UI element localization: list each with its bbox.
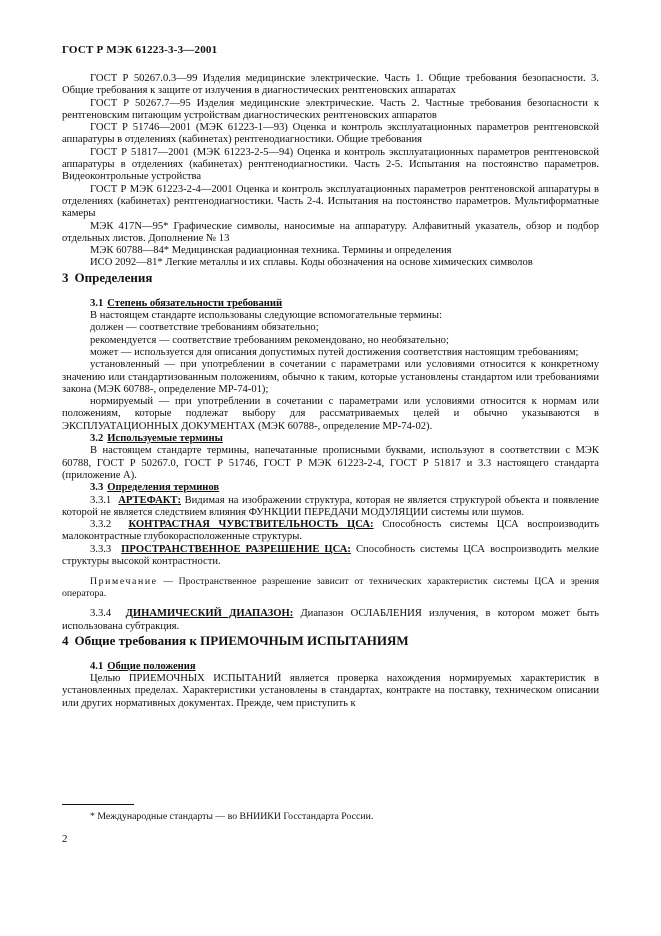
footnote-divider bbox=[62, 804, 134, 805]
definition-3-3-2 bbox=[62, 519, 599, 544]
reference-item: ГОСТ Р 50267.7—95 Изделия медицинские электрические. Часть 2. Частные требования безопасности к рентгеновским питающим устройствам диагностических рентгеновских аппаратов bbox=[62, 97, 599, 121]
reference-item: МЭК 60788—84* Медицинская радиационная техника. Термины и определения bbox=[90, 245, 452, 257]
definition-3-3-1 bbox=[62, 495, 599, 520]
subsection-number: 3.2 bbox=[90, 433, 104, 445]
definition-3-3-3 bbox=[62, 544, 599, 569]
reference-item: ГОСТ Р 51746—2001 (МЭК 61223-1—93) Оценка и контроль эксплуатационных параметров рентгеновской аппаратуры в отделениях (кабинетах) рентгенодиагностики. Общие требования bbox=[62, 122, 599, 146]
definition-text: Диапазон ОСЛАБЛЕНИЯ излучения, в котором может быть использована субтракция. bbox=[62, 608, 600, 632]
subsection-heading bbox=[62, 661, 599, 673]
definition-text: Способность системы ЦСА воспроизводить мелкие структуры высокой контрастности. bbox=[62, 543, 600, 567]
defined-term: ПРОСТРАНСТВЕННОЕ РАЗРЕШЕНИЕ ЦСА: bbox=[121, 543, 351, 555]
defined-term: КОНТРАСТНАЯ ЧУВСТВИТЕЛЬНОСТЬ ЦСА: bbox=[128, 519, 374, 531]
note-text: — Пространственное разрешение зависит от технических характеристик системы ЦСА и зрения оператора. bbox=[62, 576, 600, 600]
definition-3-3-4 bbox=[62, 608, 599, 633]
subsection-3-2 bbox=[62, 433, 599, 482]
paragraph: рекомендуется — соответствие требованиям рекомендовано, но необязательно; bbox=[90, 334, 449, 346]
section-3-heading bbox=[62, 270, 599, 286]
paragraph: установленный — при употреблении в сочетании с параметрами или условиями относится к конкретному значению или стандартизованным положениям, обычно к таким, которые установлены стандартом или требованиями закона (МЭК 60788-, определение МР-74-01); bbox=[62, 359, 599, 395]
subsection-title: Степень обязательности требований bbox=[107, 297, 283, 309]
paragraph: Целью ПРИЕМОЧНЫХ ИСПЫТАНИЙ является проверка нахождения нормируемых характеристик в установленных пределах. Характеристики установлены в стандартах, контракте на поставку, техническом описании или других нормативных документах. Прежде, чем приступить к bbox=[62, 673, 599, 709]
reference-item: МЭК 417N—95* Графические символы, наносимые на аппаратуру. Алфавитный указатель, обзор и подбор отдельных листов. Дополнение № 13 bbox=[62, 220, 599, 244]
subsection-heading bbox=[62, 298, 599, 310]
section-4-heading bbox=[62, 633, 599, 649]
footnote: * Международные стандарты — во ВНИИКИ Госстандарта России. bbox=[90, 811, 374, 822]
defined-term: ДИНАМИЧЕСКИЙ ДИАПАЗОН: bbox=[125, 608, 294, 620]
subsection-3-1 bbox=[62, 298, 599, 433]
running-header: ГОСТ Р МЭК 61223-3-3—2001 bbox=[62, 44, 218, 56]
section-title: Определения bbox=[74, 269, 153, 285]
paragraph: В настоящем стандарте термины, напечатанные прописными буквами, используют в соответствии с МЭК 60788, ГОСТ Р 50267.0, ГОСТ Р 51746, ГОСТ Р МЭК 61223-2-4, ГОСТ Р 51817 и 3.3 настоящего стандарта (приложение А). bbox=[62, 445, 599, 481]
section-number: 3 bbox=[62, 269, 69, 285]
paragraph: может — используется для описания допустимых путей достижения соответствия настоящим требованиям; bbox=[90, 346, 579, 358]
reference-item: ГОСТ Р МЭК 61223-2-4—2001 Оценка и контроль эксплуатационных параметров рентгеновской аппаратуры в отделениях (кабинетах) рентгенодиагностики. Часть 2-4. Испытания на постоянство параметров. Мультиформатные камеры bbox=[62, 183, 599, 220]
subsection-title: Общие положения bbox=[107, 660, 196, 672]
subsection-title: Определения терминов bbox=[107, 482, 220, 494]
paragraph: нормируемый — при употреблении в сочетании с параметрами или условиями относится к нормам или положениям, которые подлежат выбору для рассматриваемых целей и обычно указываются в ЭКСПЛУАТАЦИОННЫХ ДОКУМЕНТАХ (МЭК 60788-, определение МР-74-02). bbox=[62, 396, 599, 432]
subsection-4-1 bbox=[62, 661, 599, 710]
reference-item: ГОСТ Р 50267.0.3—99 Изделия медицинские электрические. Часть 1. Общие требования безопасности. 3. Общие требования к защите от излучения в диагностических рентгеновских аппаратах bbox=[62, 73, 599, 97]
paragraph: В настоящем стандарте использованы следующие вспомогательные термины: bbox=[90, 310, 442, 322]
paragraph: должен — соответствие требованиям обязательно; bbox=[90, 322, 319, 334]
section-title: Общие требования к ПРИЕМОЧНЫМ ИСПЫТАНИЯМ bbox=[74, 632, 409, 648]
note bbox=[62, 576, 599, 600]
subsection-title: Используемые термины bbox=[107, 433, 223, 445]
definition-number: 3.3.1 bbox=[90, 494, 112, 506]
definition-text: Способность системы ЦСА воспроизводить малоконтрастные глубокорасположенные структуры. bbox=[62, 519, 600, 543]
subsection-number: 3.3 bbox=[90, 482, 104, 494]
page-body bbox=[62, 73, 599, 710]
subsection-3-3 bbox=[62, 482, 599, 633]
note-label: Примечание bbox=[90, 576, 158, 588]
definition-number: 3.3.4 bbox=[90, 608, 112, 620]
definition-text: Видимая на изображении структура, которая не является структурой объекта и появление которой не является следствием влияния ФУНКЦИИ ПЕРЕДАЧИ МОДУЛЯЦИИ системы или шумов. bbox=[62, 494, 600, 518]
definition-number: 3.3.2 bbox=[90, 519, 112, 531]
subsection-number: 4.1 bbox=[90, 660, 104, 672]
defined-term: АРТЕФАКТ: bbox=[118, 494, 182, 506]
page-number: 2 bbox=[62, 833, 68, 845]
references-list bbox=[62, 73, 599, 270]
section-number: 4 bbox=[62, 632, 69, 648]
reference-item: ИСО 2092—81* Легкие металлы и их сплавы. Коды обозначения на основе химических символов bbox=[90, 257, 533, 269]
subsection-heading bbox=[62, 433, 599, 445]
subsection-number: 3.1 bbox=[90, 297, 104, 309]
subsection-heading bbox=[62, 482, 599, 494]
reference-item: ГОСТ Р 51817—2001 (МЭК 61223-2-5—94) Оценка и контроль эксплуатационных параметров рентгеновской аппаратуры в отделениях (кабинетах) рентгенодиагностики. Часть 2-5. Испытания на постоянство параметров. Видеоконтрольные устройства bbox=[62, 146, 599, 183]
definition-number: 3.3.3 bbox=[90, 543, 112, 555]
